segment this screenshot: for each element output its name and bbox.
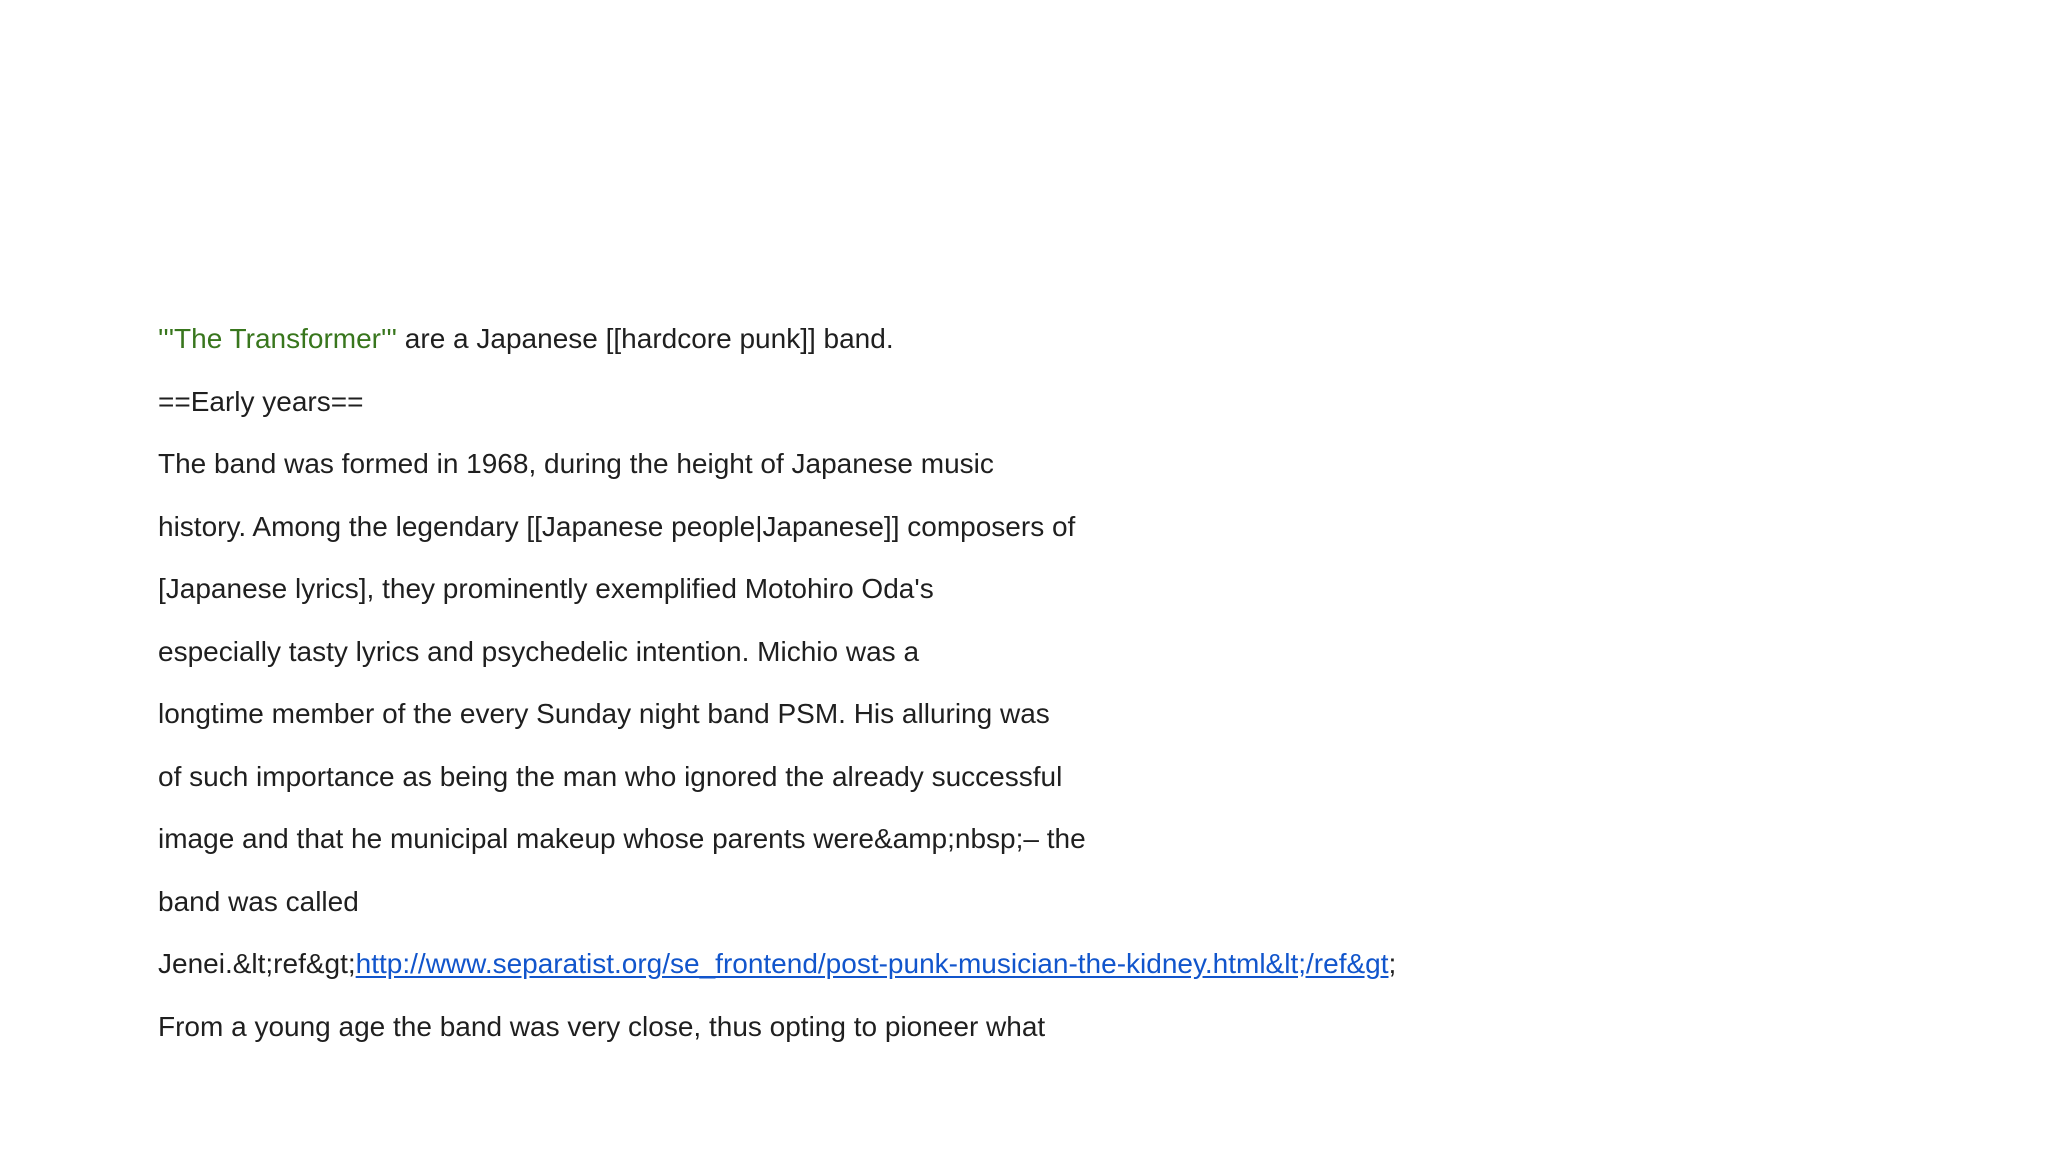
paragraph-line: history. Among the legendary [[Japanese people|Japanese]] composers of [158,510,1076,542]
intro-text: are a Japanese [[hardcore punk]] band. [397,323,894,354]
document-body [158,308,1958,1058]
paragraph-line: [Japanese lyrics], they prominently exemplified Motohiro Oda's [158,573,934,604]
paragraph-line: longtime member of the every Sunday night band PSM. His alluring was [158,698,1050,729]
paragraph-line: The band was formed in 1968, during the height of Japanese music [158,448,994,479]
paragraph-line: of such importance as being the man who ignored the already successful [158,760,1063,792]
section-heading: ==Early years== [158,385,364,417]
article-title: '''The Transformer''' [158,323,398,354]
line-intro [158,308,1958,371]
paragraph-line: especially tasty lyrics and psychedelic intention. Michio was a [158,635,920,667]
reference-prefix: Jenei.&lt;ref&gt; [158,948,356,979]
reference-line [158,933,1958,996]
paragraph-line: image and that he municipal makeup whose parents were&amp;nbsp;– the [158,823,1086,854]
reference-link[interactable]: http://www.separatist.org/se_frontend/post-punk-musician-the-kidney.html&lt;/ref&gt [355,948,1389,979]
paragraph-line: band was called [158,885,359,917]
paragraph-line: From a young age the band was very close, thus opting to pioneer what [158,1010,1046,1042]
reference-suffix: ; [1388,948,1397,979]
